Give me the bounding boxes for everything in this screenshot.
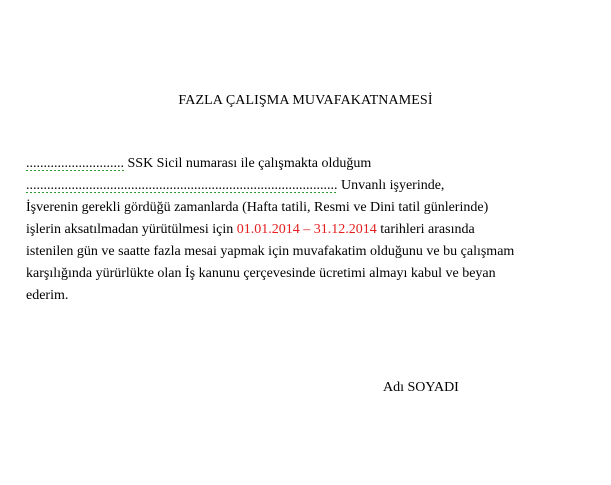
document-title: FAZLA ÇALIŞMA MUVAFAKATNAMESİ — [178, 93, 433, 108]
body-line-2-text: Unvanlı işyerinde, — [337, 178, 445, 193]
body-line-1-text: SSK Sicil numarası ile çalışmakta olduğum — [124, 156, 372, 171]
blank-field-workplace: ......................................................................................... — [26, 178, 338, 193]
document-body — [26, 153, 587, 307]
body-line-6: karşılığında yürürlükte olan İş kanunu çerçevesinde ücretimi almayı kabul ve beyan — [26, 266, 496, 281]
body-line-3: İşverenin gerekli gördüğü zamanlarda (Hafta tatili, Resmi ve Dini tatil günlerinde) — [26, 200, 489, 215]
body-line-4-post: tarihleri arasında — [376, 222, 475, 237]
body-line-5: istenilen gün ve saatte fazla mesai yapmak için muvafakatim olduğunu ve bu çalışmam — [26, 244, 515, 259]
date-range: 01.01.2014 – 31.12.2014 — [236, 222, 377, 237]
body-line-7: ederim. — [26, 288, 69, 303]
signature-label: Adı SOYADI — [383, 380, 459, 395]
body-line-4-pre: işlerin aksatılmadan yürütülmesi için — [26, 222, 237, 237]
body-line-4 — [26, 219, 587, 241]
blank-field-sicil: ............................ — [26, 156, 124, 171]
body-line-2 — [26, 175, 587, 197]
body-line-1 — [26, 153, 587, 175]
